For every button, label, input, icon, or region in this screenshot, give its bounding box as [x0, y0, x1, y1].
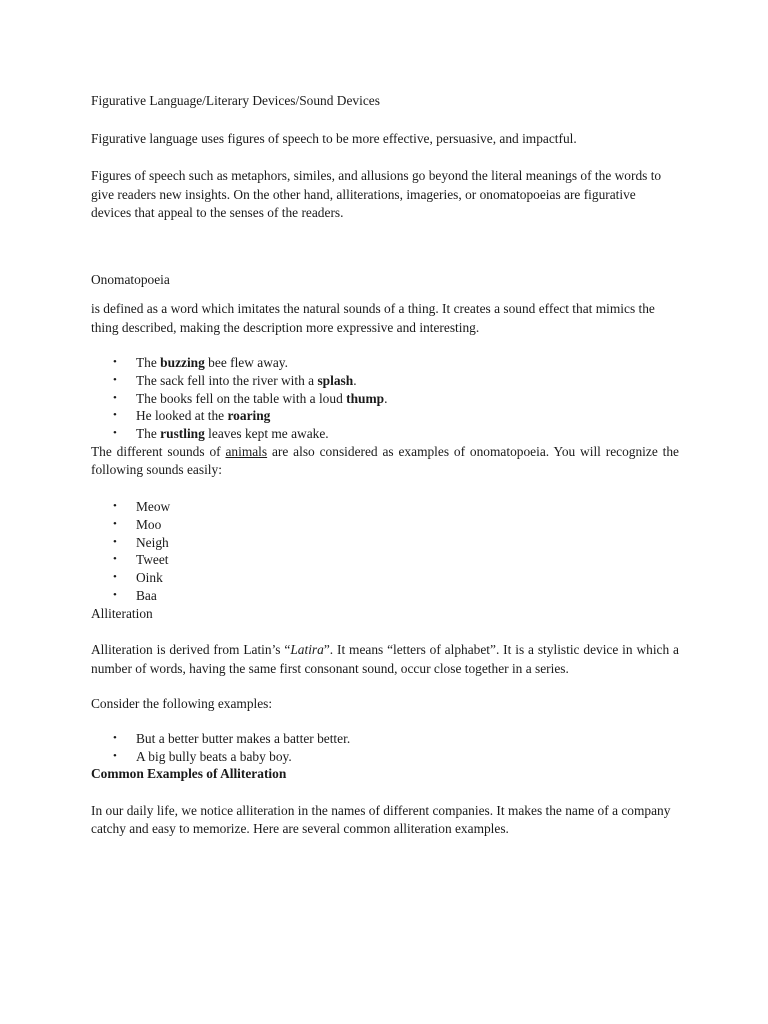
bullet-icon: •	[113, 749, 117, 762]
intro-paragraph: Figurative language uses figures of speech to be more effective, persuasive, and impactful.	[91, 130, 577, 146]
animals-link[interactable]: animals	[225, 443, 268, 459]
common-examples-heading: Common Examples of Alliteration	[91, 766, 287, 782]
alliteration-examples-list	[91, 730, 679, 766]
bullet-icon: •	[113, 391, 117, 404]
bullet-icon: •	[113, 571, 117, 584]
bullet-icon: •	[113, 427, 117, 440]
list-item: • Baa	[113, 587, 157, 603]
onomatopoeia-heading: Onomatopoeia	[91, 271, 170, 287]
list-item: • Tweet	[113, 552, 169, 568]
bullet-icon: •	[113, 373, 117, 386]
list-item: • The sack fell into the river with a splash.	[113, 372, 357, 388]
bullet-icon: •	[113, 356, 117, 368]
list-item: • But a better butter makes a batter better.	[113, 730, 351, 746]
consider-text: Consider the following examples:	[91, 696, 273, 712]
onomatopoeia-definition: is defined as a word which imitates the natural sounds of a thing. It creates a sound effect that mimics the thing described, making the description more expressive and interesting.	[91, 301, 655, 335]
list-item: • Oink	[113, 570, 163, 586]
list-item: • Meow	[113, 498, 171, 514]
alliteration-definition: Alliteration is derived from Latin’s “Latira”. It means “letters of alphabet”. It is a stylistic device in which a number of words, having the same first consonant sound, occur close together in a series.	[91, 642, 680, 676]
bullet-icon: •	[113, 517, 117, 530]
list-item: • The buzzing bee flew away.	[113, 355, 288, 370]
bullet-icon: •	[113, 499, 117, 512]
list-item: • The books fell on the table with a loud thump.	[113, 390, 388, 406]
list-item: • Neigh	[113, 534, 169, 550]
list-item: • He looked at the roaring	[113, 408, 271, 424]
list-item: • The rustling leaves kept me awake.	[113, 426, 329, 442]
list-item: • Moo	[113, 516, 162, 532]
alliteration-heading: Alliteration	[91, 605, 153, 621]
animal-sounds-list	[91, 498, 679, 605]
figures-paragraph: Figures of speech such as metaphors, similes, and allusions go beyond the literal meanings of the words to give readers new insights. On the other hand, alliterations, imageries, or onomatopoeias are figurative devices that appeal to the senses of the readers.	[91, 168, 662, 220]
bullet-icon: •	[113, 535, 117, 548]
document-title: Figurative Language/Literary Devices/Sound Devices	[91, 93, 380, 108]
bullet-icon: •	[113, 731, 117, 744]
bullet-icon: •	[113, 553, 117, 566]
list-item: • A big bully beats a baby boy.	[113, 748, 292, 764]
common-examples-paragraph: In our daily life, we notice alliteration in the names of different companies. It makes the name of a company catchy and easy to memorize. Here are several common alliteration examples.	[91, 802, 671, 837]
animals-paragraph: The different sounds of animals are also considered as examples of onomatopoeia. You will recognize the following sounds easily:	[91, 443, 680, 478]
bullet-icon: •	[113, 409, 117, 422]
onomatopoeia-examples-list	[91, 354, 679, 443]
document-page	[91, 92, 679, 839]
bullet-icon: •	[113, 588, 117, 601]
